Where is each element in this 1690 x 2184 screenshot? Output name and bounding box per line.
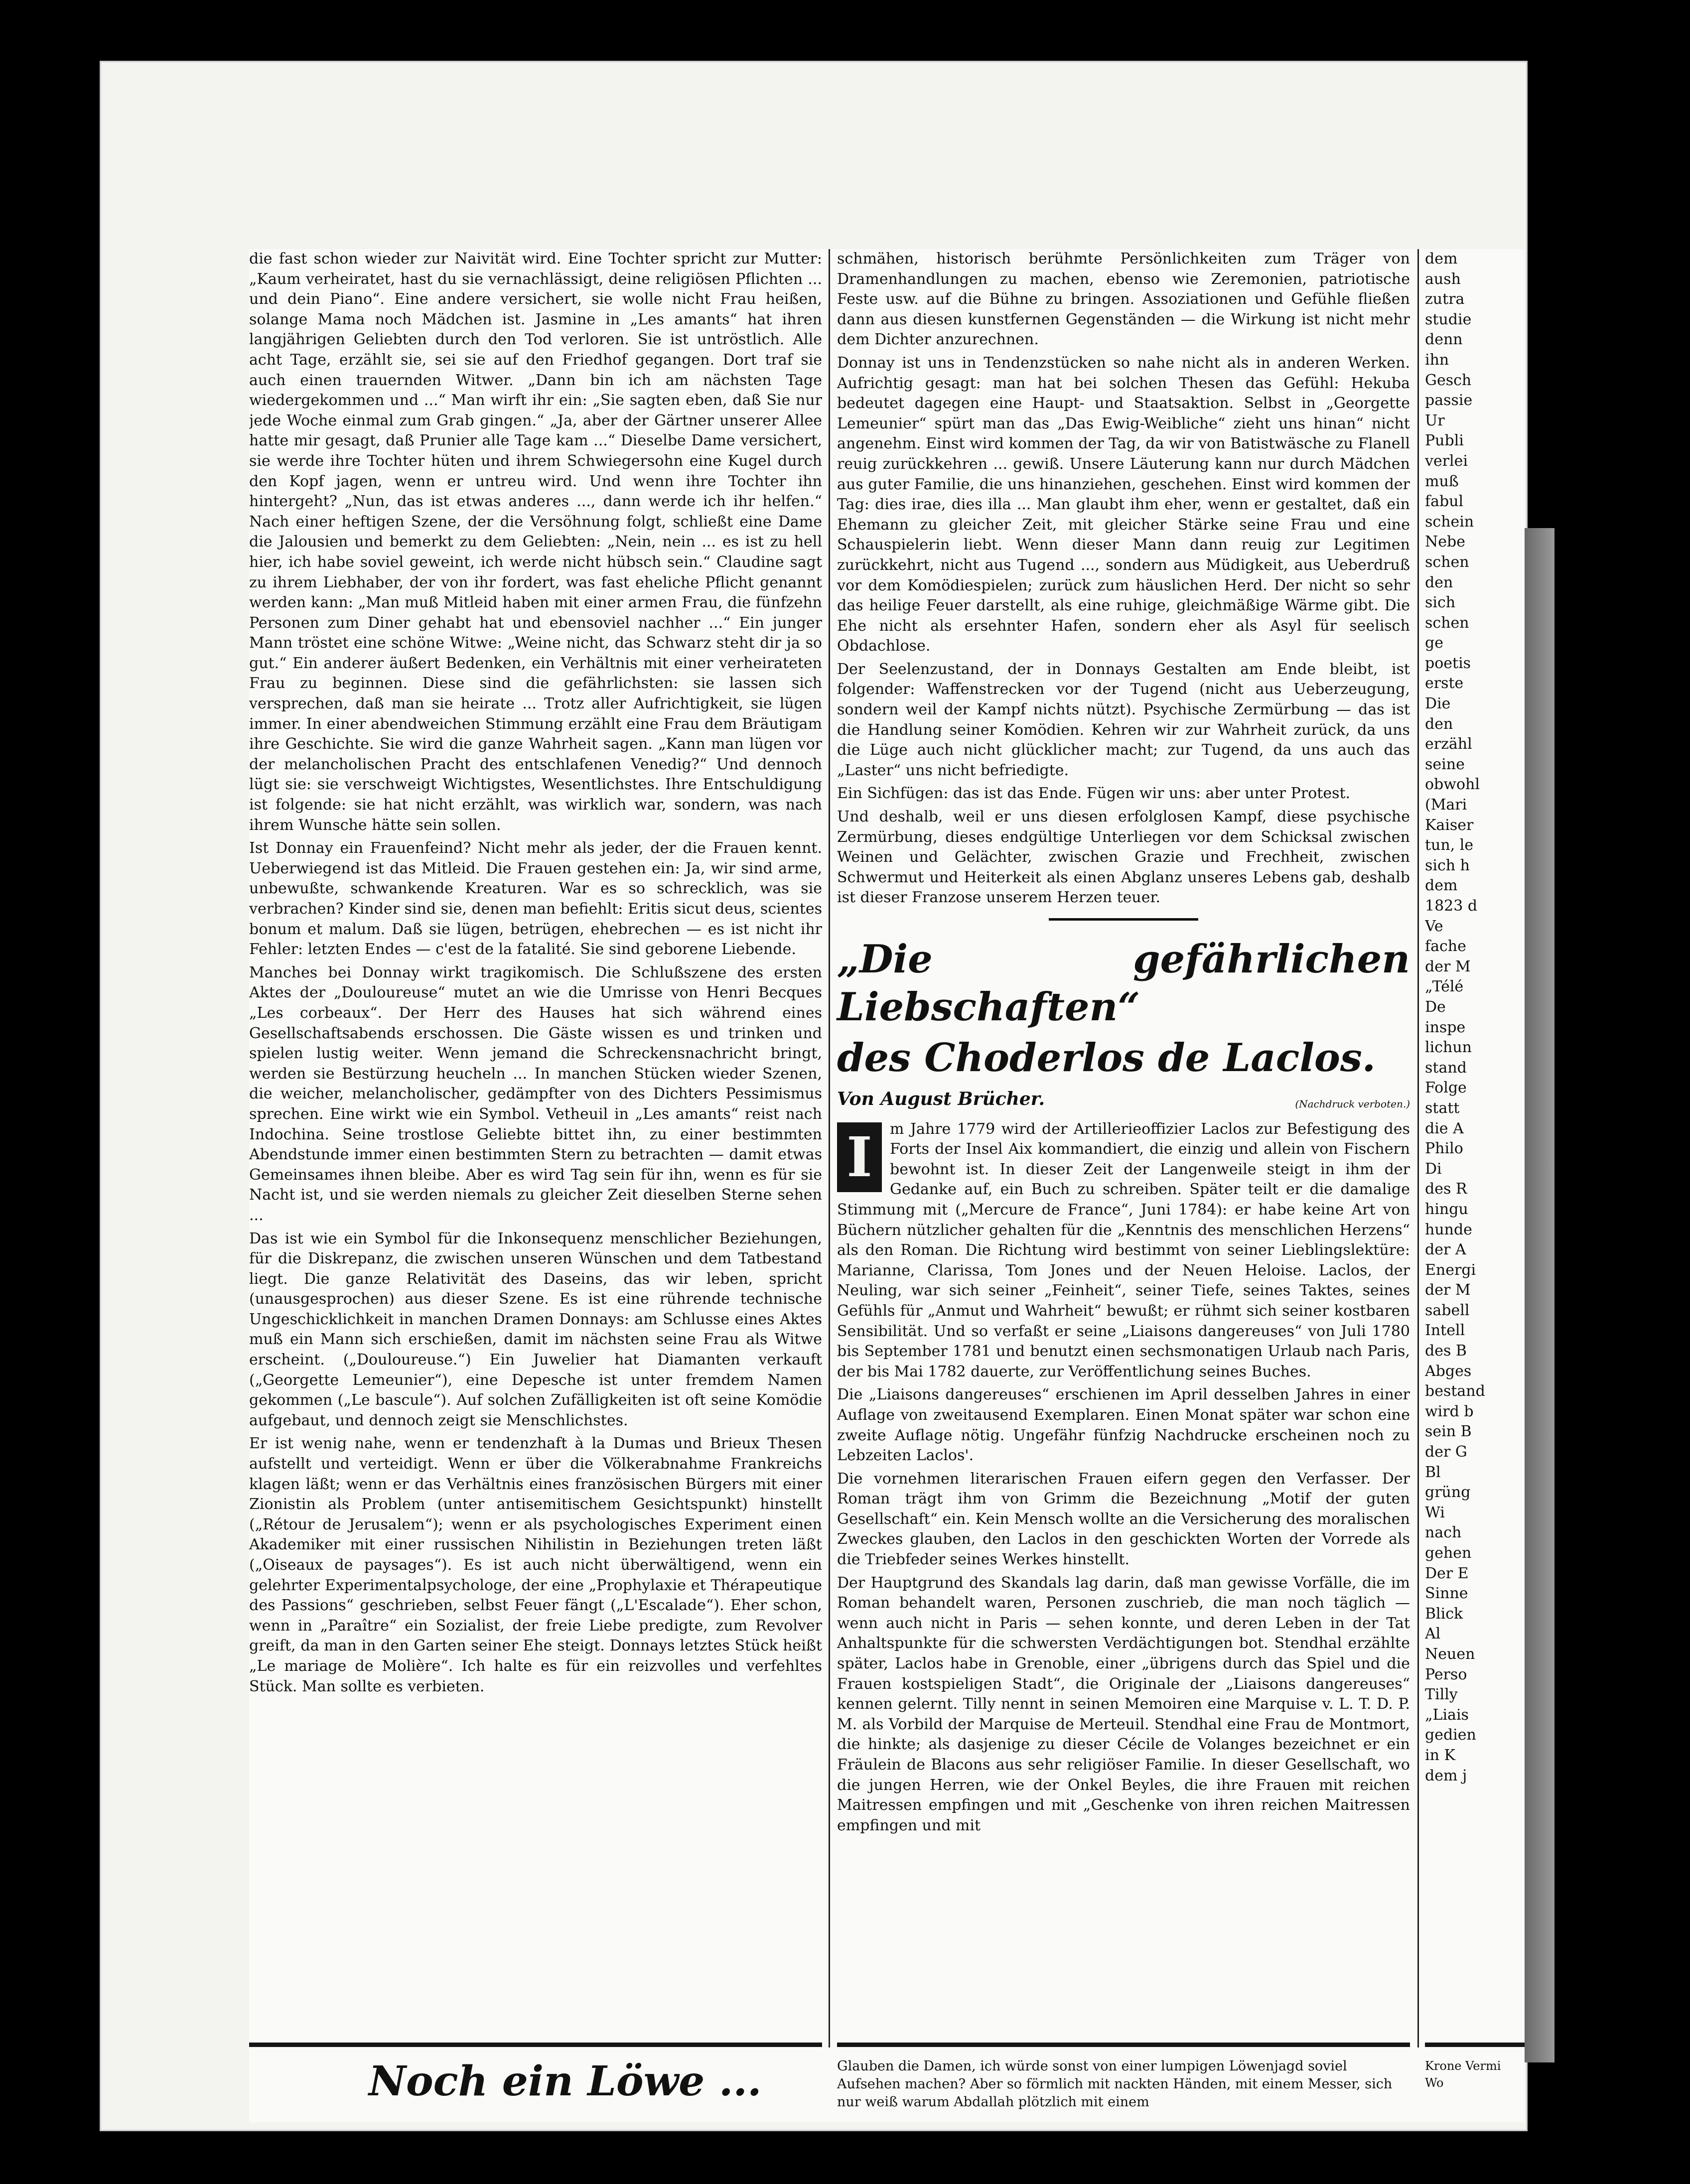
- fragment-line: des R: [1425, 1180, 1467, 1198]
- fragment-line: aush: [1425, 270, 1461, 288]
- fragment-line: Neuen: [1425, 1645, 1475, 1663]
- fragment-line: den: [1425, 573, 1453, 591]
- fragment-line: Energi: [1425, 1261, 1476, 1279]
- fragment-line: fache: [1425, 938, 1466, 956]
- fragment-line: Al: [1425, 1625, 1441, 1643]
- fragment-line: Die: [1425, 695, 1451, 713]
- fragment-line: Gesch: [1425, 371, 1472, 389]
- fragment-line: die A: [1425, 1119, 1464, 1137]
- article-separator: [1049, 918, 1198, 921]
- column-middle: [837, 249, 1410, 1839]
- fragment-line: Tilly: [1425, 1686, 1458, 1704]
- fragment-line: Abges: [1425, 1362, 1472, 1380]
- paragraph: schmähen, historisch berühmte Persönlichkeiten zum Träger von Dramenhandlungen zu machen, ebenso wie Zeremonien, patriotische Feste usw. auf die Bühne zu bringen. Assoziationen und Gefühle fließen dann aus diesen kunstfernen Gegenständen — die Wirkung ist nicht mehr dem Dichter anzurechnen.: [837, 250, 1410, 349]
- fragment-line: seine: [1425, 755, 1465, 773]
- fragment-line: fabul: [1425, 493, 1464, 511]
- paragraph: Die „Liaisons dangereuses“ erschienen im April desselben Jahres in einer Auflage von zweitausend Exemplaren. Einen Monat später war schon eine zweite Auflage nötig. Ungefähr fünfzig Nachdrucke erscheinen noch zu Lebzeiten Laclos'.: [837, 1386, 1410, 1465]
- paragraph: Und deshalb, weil er uns diesen erfolglosen Kampf, diese psychische Zermürbung, dieses endgültige Unterliegen vor dem Schicksal zwischen Weinen und Gelächter, zwischen Grazie und Frechheit, zwischen Schwermut und Heiterkeit als einen Abglanz unseres Lebens gab, deshalb ist dieser Franzose unserem Herzen teuer.: [837, 808, 1410, 907]
- fragment-line: schen: [1425, 553, 1469, 571]
- column-divider: [1417, 249, 1419, 2048]
- bottom-text-middle: Glauben die Damen, ich würde sonst von einer lumpigen Löwenjagd soviel Aufsehen machen? Aber so förmlich mit nackten Händen, mit einem Messer, sich nur weiß warum Abdallah plötzlich mit einem: [837, 2058, 1393, 2110]
- fragment-line: gehen: [1425, 1544, 1472, 1562]
- fragment-line: dem: [1425, 250, 1458, 268]
- fragment-line: erzähl: [1425, 735, 1472, 753]
- bottom-headline: Noch ein Löwe ...: [369, 2057, 762, 2105]
- fragment-line: verlei: [1425, 452, 1468, 470]
- fragment-line: hunde: [1425, 1221, 1472, 1238]
- fragment-line: Nebe: [1425, 533, 1465, 551]
- fragment-line: hingu: [1425, 1200, 1468, 1218]
- fragment-line: muß: [1425, 472, 1459, 490]
- fragment-line: grüng: [1425, 1484, 1471, 1502]
- fragment-line: in K: [1425, 1746, 1455, 1764]
- fragment-line: denn: [1425, 331, 1463, 349]
- paragraph: Manches bei Donnay wirkt tragikomisch. Die Schlußszene des ersten Aktes der „Douloureuse“ mutet an wie die Umrisse von Henri Becques „Les corbeaux“. Der Herr des Hauses hat sich während eines Gesellschaftsabends erschossen. Die Gäste wissen es und trinken und spielen lustig weiter. Wenn jemand die Schreckensnachricht bringt, werden sie Bestürzung heucheln ... In manchen Stücken wieder Szenen, die weicher, melancholischer, gedämpfter von des Dichters Pessimismus sprechen. Eine wirkt wie ein Symbol. Vetheuil in „Les amants“ reist nach Indochina. Seine trostlose Geliebte bittet ihn, zu einer bestimmten Abendstunde immer einen bestimmten Stern zu betrachten — damit etwas Gemeinsames ihnen bleibe. Aber es wird Tag sein für ihn, wenn es für sie Nacht ist, und sie werden niemals zu gleicher Zeit dieselben Sterne sehen ...: [249, 963, 822, 1224]
- column-left: [249, 249, 822, 1700]
- fragment-line: der A: [1425, 1241, 1466, 1259]
- fragment-line: studie: [1425, 310, 1472, 328]
- paragraph-text: m Jahre 1779 wird der Artillerieoffizier Laclos zur Befestigung des Forts der Insel Aix kommandiert, die einzig und allein von Fischern bewohnt ist. In dieser Zeit der Langenweile steigt in ihm der Gedanke auf, ein Buch zu schreiben. Später teilt er die damalige Stimmung mit („Mercure de France“, Juni 1784): er habe keine Art von Büchern nützlicher gehalten für die „Kenntnis des menschlichen Herzens“ als den Roman. Die Richtung wird bestimmt von seiner Lieblingslektüre: Marianne, Clarissa, Tom Jones und der Neuen Heloise. Laclos, der Neuling, war sich seiner „Feinheit“, seiner Tiefe, seines Taktes, seines Gefühls für „Anmut und Wahrheit“ bewußt; er rühmt sich seiner kostbaren Sensibilität. Und so verfaßt er seine „Liaisons dangereuses“ von Juli 1780 bis September 1781 und benutzt einen sechsmonatigen Urlaub nach Paris, der bis Mai 1782 dauerte, zur Veröffentlichung seines Buches.: [837, 1120, 1410, 1380]
- fragment-line: schen: [1425, 614, 1469, 632]
- fragment-line: Publi: [1425, 432, 1464, 450]
- fragment-line: Ur: [1425, 411, 1445, 429]
- headline-line-1: „Die gefährlichen Liebschaften“: [837, 937, 1410, 1030]
- fragment-line: wird b: [1425, 1402, 1474, 1420]
- fragment-line: zutra: [1425, 290, 1465, 308]
- fragment-line: Der E: [1425, 1564, 1469, 1582]
- fragment-line: passie: [1425, 392, 1473, 410]
- byline: [837, 1089, 1410, 1109]
- paragraph: die fast schon wieder zur Naivität wird. Eine Tochter spricht zur Mutter: „Kaum verheiratet, hast du sie vernachlässigt, deine religiösen Pflichten ... und dein Piano“. Eine andere versichert, sie wolle nicht Frau heißen, solange Mama noch Mädchen ist. Jasmine in „Les amants“ hat ihren langjährigen Geliebten durch den Tod verloren. Sie ist untröstlich. Alle acht Tage, erzählt sie, sei sie auf den Friedhof gegangen. Dort traf sie auch einen trauernden Witwer. „Dann bin ich am nächsten Tage wiedergekommen und ...“ Man wirft ihr ein: „Sie sagten eben, daß Sie nur jede Woche einmal zum Grab gingen.“ „Ja, aber der Gärtner unserer Allee hatte mir gesagt, daß Prunier alle Tage kam ...“ Dieselbe Dame versichert, sie werde ihre Tochter hüten und ihrem Schwiegersohn eine Kugel durch den Kopf jagen, wenn er untreu wird. Und wenn ihre Tochter ihn hintergeht? „Nun, das ist etwas anderes ..., dann werde ich ihr helfen.“ Nach einer heftigen Szene, der die Versöhnung folgt, schließt eine Dame die Jalousien und bemerkt zu dem Geliebten: „Nein, nein ... es ist zu hell hier, ich habe soviel geweint, ich werde nicht hübsch sein.“ Claudine sagt zu ihrem Liebhaber, der von ihr fordert, was fast eheliche Pflicht genannt werden kann: „Man muß Mitleid haben mit einer armen Frau, die fünfzehn Personen zum Diner gehabt hat und ebensoviel nachher ...“ Ein junger Mann tröstet eine schöne Witwe: „Weine nicht, das Schwarz steht dir ja so gut.“ Ein anderer äußert Bedenken, ein Verhältnis mit einer verheirateten Frau zu beginnen. Diese sind die gefährlichsten: sie lassen sich versprechen, daß man sie heirate ... Trotz aller Aufrichtigkeit, sie lügen immer. In einer abendweichen Stimmung erzählt eine Frau dem Bräutigam ihre Geschichte. Sie wird die ganze Wahrheit sagen. „Kann man lügen vor der melancholischen Pracht des entschlafenen Venedig?“ Und dennoch lügt sie: sie verschweigt Wichtigstes, Wesentlichstes. Ihre Entschuldigung ist folgende: sie hat nicht erzählt, was wirklich war, sondern, was nach ihrem Wunsche hätte sein sollen.: [249, 250, 822, 834]
- fragment-line: Sinne: [1425, 1585, 1468, 1603]
- fragment-line: Wi: [1425, 1503, 1445, 1521]
- fragment-line: Bl: [1425, 1463, 1441, 1481]
- fragment-line: Blick: [1425, 1605, 1463, 1623]
- fragment-line: bestand: [1425, 1382, 1485, 1400]
- bottom-rule: [837, 2043, 1410, 2047]
- fragment-line: erste: [1425, 675, 1464, 692]
- article-paragraph: [837, 1119, 1410, 1382]
- paragraph: Ein Sichfügen: das ist das Ende. Fügen wir uns: aber unter Protest.: [837, 785, 1351, 803]
- fragment-line: dem: [1425, 877, 1458, 895]
- paragraph: Donnay ist uns in Tendenzstücken so nahe nicht als in anderen Werken. Aufrichtig gesagt: man hat bei solchen Thesen das Gefühl: Hekuba bedeutet dagegen eine Haupt- und Staatsaktion. Selbst in „Georgette Lemeunier“ spürt man das „Das Ewig-Weibliche“ zieht uns hinan“ nicht angenehm. Einst wird kommen der Tag, da wir von Batistwäsche zu Flanell reuig zurückkehren ... gewiß. Unsere Läuterung kann nur durch Mädchen aus guter Familie, die uns hinanziehen, geschehen. Einst wird kommen der Tag: dies irae, dies illa ... Man glaubt ihm eher, wenn er gestaltet, daß ein Ehemann zu gleicher Zeit, mit gleicher Stärke seine Frau und eine Schauspielerin liebt. Wenn dieser Mann dann reuig zur Legitimen zurückkehrt, nicht aus Tugend ..., sondern aus Müdigkeit, aus Ueberdruß vor dem Komödiespielen; zurück zum häuslichen Herd. Der nicht so sehr das heilige Feuer darstellt, als eine ruhige, gleichmäßige Wärme gibt. Die Ehe nicht als ersehnter Hafen, sondern eher als Asyl für seelisch Obdachlose.: [837, 354, 1410, 655]
- fragment-line: der M: [1425, 1281, 1471, 1299]
- fragment-line: 1823 d: [1425, 897, 1478, 915]
- fragment-line: dem j: [1425, 1767, 1467, 1784]
- fragment-line: schein: [1425, 513, 1474, 531]
- dropcap: I: [837, 1122, 882, 1192]
- fragment-line: nach: [1425, 1524, 1462, 1542]
- fragment-line: Ve: [1425, 917, 1443, 935]
- fragment-line: poetis: [1425, 654, 1471, 672]
- fragment-line: sich: [1425, 594, 1456, 612]
- author: Von August Brücher.: [837, 1089, 1045, 1109]
- column-right: [1425, 249, 1525, 1786]
- fragment-line: Philo: [1425, 1140, 1463, 1158]
- column-divider: [829, 249, 830, 2048]
- reprint-note: (Nachdruck verboten.): [1295, 1098, 1410, 1110]
- fragment-line: sich h: [1425, 856, 1470, 874]
- fragment-line: Perso: [1425, 1665, 1467, 1683]
- fragment-line: statt: [1425, 1099, 1460, 1117]
- fragment-line: ge: [1425, 634, 1443, 652]
- fragment-line: der M: [1425, 957, 1471, 975]
- paragraph: Die vornehmen literarischen Frauen eifern gegen den Verfasser. Der Roman trägt ihm von Grimm die Bezeichnung „Motif der guten Gesellschaft“ ein. Kein Mensch wollte an die Versicherung des moralischen Zweckes glauben, den Laclos in den geschickten Worten der Vorrede als die Triebfeder seines Werkes hinstellt.: [837, 1470, 1410, 1569]
- fragment-line: (Mari: [1425, 796, 1467, 814]
- headline-line-2: des Choderlos de Laclos.: [837, 1035, 1376, 1081]
- paragraph: Der Hauptgrund des Skandals lag darin, daß man gewisse Vorfälle, die im Roman behandelt waren, Personen zuschrieb, die man noch täglich — wenn auch nicht in Paris — sehen konnte, und deren Leben in der Tat Anhaltspunkte für die schwersten Verdächtigungen bot. Stendhal erzählte später, Laclos habe in Grenoble, einer „übrigens durch das Spiel und die Frauen kostspieligen Stadt“, die Originale der „Liaisons dangereuses“ kennen gelernt. Tilly nennt in seinen Memoiren eine Marquise v. L. T. D. P. M. als Vorbild der Marquise de Merteuil. Stendhal eine Frau de Montmort, die hinkte; als dasjenige zu dieser Cécile de Volanges bezeichnet er ein Fräulein de Blacons aus sehr religiöser Familie. In dieser Gesellschaft, wo die jungen Herren, wie der Onkel Beyles, die ihre Frauen mit reichen Maitressen empfingen und mit „Geschenke von ihren reichen Maitressen empfingen und mit: [837, 1574, 1410, 1834]
- fragment-line: den: [1425, 715, 1453, 733]
- fragment-line: lichun: [1425, 1039, 1472, 1057]
- paragraph: Ist Donnay ein Frauenfeind? Nicht mehr als jeder, der die Frauen kennt. Ueberwiegend ist das Mitleid. Die Frauen gestehen ein: Ja, wir sind arme, unbewußte, schwankende Kreaturen. War es so schrecklich, was sie verbrachen? Kinder sind sie, denen man befiehlt: Eritis sicut deus, scientes bonum et malum. Daß sie lügen, betrügen, ehebrechen — es ist nicht ihr Fehler: letzten Endes — c'est de la fatalité. Sie sind geborene Liebende.: [249, 839, 822, 958]
- fragment-line: Folge: [1425, 1079, 1467, 1097]
- fragment-line: gedien: [1425, 1726, 1476, 1744]
- fragment-line: Di: [1425, 1160, 1442, 1178]
- fragment-line: Kaiser: [1425, 816, 1474, 834]
- bottom-text-right: Krone Vermi Wo: [1425, 2059, 1501, 2090]
- fragment-line: tun, le: [1425, 836, 1474, 854]
- newspaper-clipping: [249, 249, 1525, 2122]
- fragment-line: Intell: [1425, 1322, 1465, 1340]
- fragment-line: stand: [1425, 1059, 1467, 1077]
- fragment-line: „Télé: [1425, 978, 1464, 996]
- paragraph: Er ist wenig nahe, wenn er tendenzhaft à la Dumas und Brieux Thesen aufstellt und verteidigt. Wenn er über die Völkerabnahme Frankreichs klagen läßt; wenn er das Verhältnis eines französischen Bürgers mit einer Zionistin als Problem (unter antisemitischem Gesichtspunkt) hinstellt („Rétour de Jerusalem“); wenn er als psychologisches Experiment einen Akademiker mit einer russischen Nihilistin in Beziehungen treten läßt („Oiseaux de paysages“). Es ist auch nicht überwältigend, wenn ein gelehrter Experimentalpsychologe, der eine „Prophylaxie et Thérapeutique des Passions“ geschrieben, selbst Feuer fängt („L'Escalade“). Eher schon, wenn in „Paraître“ ein Sozialist, der freie Liebe predigte, zum Revolver greift, da man in den Garten seiner Ehe steigt. Donnays letztes Stück heißt „Le mariage de Molière“. Ich halte es für ein reizvolles und verfehltes Stück. Man sollte es verbieten.: [249, 1435, 822, 1695]
- fragment-line: der G: [1425, 1443, 1467, 1461]
- bottom-rule: [1425, 2043, 1525, 2047]
- bottom-rule: [249, 2043, 822, 2047]
- fragment-line: ihn: [1425, 351, 1449, 369]
- fragment-line: inspe: [1425, 1018, 1466, 1036]
- fragment-line: „Liais: [1425, 1706, 1469, 1724]
- fragment-line: des B: [1425, 1342, 1467, 1360]
- paragraph: Der Seelenzustand, der in Donnays Gestalten am Ende bleibt, ist folgender: Waffenstrecken vor der Tugend (nicht aus Ueberzeugung, sondern weil der Kampf nichts nützt). Psychische Zermürbung — das ist die Handlung seiner Komödien. Kehren wir zur Wahrheit zurück, da uns die Lüge auch nicht glücklicher macht; zur Tugend, da uns auch das „Laster“ uns nicht befriedigte.: [837, 660, 1410, 779]
- fragment-line: sein B: [1425, 1423, 1472, 1441]
- fragment-line: obwohl: [1425, 776, 1480, 794]
- paragraph: Das ist wie ein Symbol für die Inkonsequenz menschlicher Beziehungen, für die Diskrepanz, die zwischen unseren Wünschen und dem Tatbestand liegt. Die ganze Relativität des Daseins, das wir leben, spricht (unausgesprochen) aus dieser Szene. Es ist eine rührende technische Ungeschicklichkeit in manchen Dramen Donnays: am Schlusse eines Aktes muß ein Mann sich erschießen, damit im nächsten seine Frau als Witwe erscheint. („Douloureuse.“) Ein Juwelier hat Diamanten verkauft („Georgette Lemeunier“), eine Depesche ist unter fremdem Namen gekommen („Le bascule“). Auf solchen Zufälligkeiten ist oft seine Komödie aufgebaut, und dennoch zeigt sie Menschlichstes.: [249, 1229, 822, 1429]
- fragment-line: sabell: [1425, 1301, 1470, 1319]
- fragment-line: De: [1425, 998, 1446, 1016]
